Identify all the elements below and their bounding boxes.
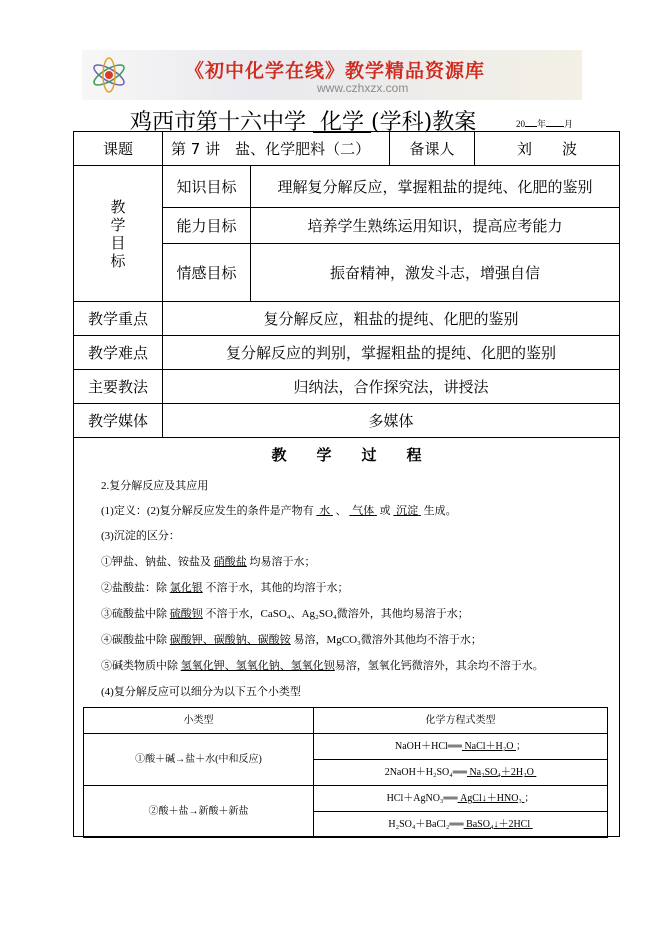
goal-label: 知识目标 xyxy=(163,166,251,208)
subtypes-table xyxy=(83,707,608,838)
row-value: 复分解反应，粗盐的提纯、化肥的鉴别 xyxy=(163,302,620,336)
subject-name: 化学 xyxy=(320,110,365,135)
school-name: 鸡西市第十六中学 xyxy=(130,110,307,135)
equation: H₂SO₄＋BaCl₂══ BaSO₄↓＋2HCl xyxy=(388,819,531,830)
row-label: 教学媒体 xyxy=(74,404,163,438)
molecule-logo-icon xyxy=(88,54,130,96)
preparer-name: 刘 波 xyxy=(475,132,620,166)
banner-title: 《初中化学在线》教学精品资源库 xyxy=(185,60,486,82)
goal-value: 振奋精神，激发斗志，增强自信 xyxy=(251,244,620,302)
row-value: 多媒体 xyxy=(163,404,620,438)
row-value: 复分解反应的判别，掌握粗盐的提纯、化肥的鉴别 xyxy=(163,336,620,370)
rule-line: ⑤碱类物质中除 氢氧化钾、氢氧化钠、氢氧化钡易溶，氢氧化钙微溶外，其余均不溶于水。 xyxy=(101,660,544,672)
row-label: 教学重点 xyxy=(74,302,163,336)
goal-value: 理解复分解反应，掌握粗盐的提纯、化肥的鉴别 xyxy=(251,166,620,208)
header-banner xyxy=(82,50,582,100)
process-heading: 教学过程 xyxy=(271,446,452,464)
rule-line: ④碳酸盐中除 碳酸钾、碳酸钠、碳酸铵 易溶，MgCO₃微溶外其他均不溶于水； xyxy=(101,634,482,646)
goal-label: 能力目标 xyxy=(163,208,251,244)
column-header: 化学方程式类型 xyxy=(314,708,608,734)
rule-line: ②盐酸盐：除 氯化银 不溶于水，其他的均溶于水； xyxy=(101,582,349,594)
rule-line: ③硫酸盐中除 硫酸钡 不溶于水，CaSO₄、Ag₂SO₄微溶外，其他均易溶于水； xyxy=(101,608,469,620)
date-line: 20 年 月 xyxy=(516,119,574,129)
equation: HCl＋AgNO₃══ AgCl↓＋HNO₃ ； xyxy=(314,786,607,812)
equation: 2NaOH＋H₂SO₄══ Na₂SO₄＋2H₂O xyxy=(384,767,534,778)
section-title: 2.复分解反应及其应用 xyxy=(101,480,209,492)
subtypes-intro: (4)复分解反应可以细分为以下五个小类型 xyxy=(101,686,301,698)
equation-cell xyxy=(314,734,608,786)
goal-label: 情感目标 xyxy=(163,244,251,302)
row-value: 归纳法，合作探究法，讲授法 xyxy=(163,370,620,404)
lesson-plan-table xyxy=(73,131,620,837)
topic-label: 课题 xyxy=(74,132,163,166)
row-label: 教学难点 xyxy=(74,336,163,370)
goals-label: 教 学 目 标 xyxy=(74,166,163,302)
column-header: 小类型 xyxy=(84,708,314,734)
subtype-cell: ①酸＋碱→盐＋水(中和反应) xyxy=(84,734,314,786)
rule-line: ①钾盐、钠盐、铵盐及 硝酸盐 均易溶于水； xyxy=(101,556,316,568)
subtype-cell: ②酸＋盐→新酸＋新盐 xyxy=(84,786,314,838)
equation: NaOH＋HCl══ NaCl＋H₂O ； xyxy=(314,734,607,760)
preparer-label: 备课人 xyxy=(390,132,475,166)
definition-line: (1)定义：(2)复分解反应发生的条件是产物有 水 、 气体 或 沉淀 生成。 xyxy=(101,505,457,517)
goal-value: 培养学生熟练运用知识，提高应考能力 xyxy=(251,208,620,244)
row-label: 主要教法 xyxy=(74,370,163,404)
teaching-process xyxy=(74,438,620,837)
distinguish-line: (3)沉淀的区分： xyxy=(101,530,180,542)
topic-value: 第 7 讲 盐、化学肥料（二） xyxy=(163,132,390,166)
subject-suffix: (学科)教案 xyxy=(371,110,477,135)
equation-cell xyxy=(314,786,608,838)
banner-url: www.czhxzx.com xyxy=(317,81,409,95)
